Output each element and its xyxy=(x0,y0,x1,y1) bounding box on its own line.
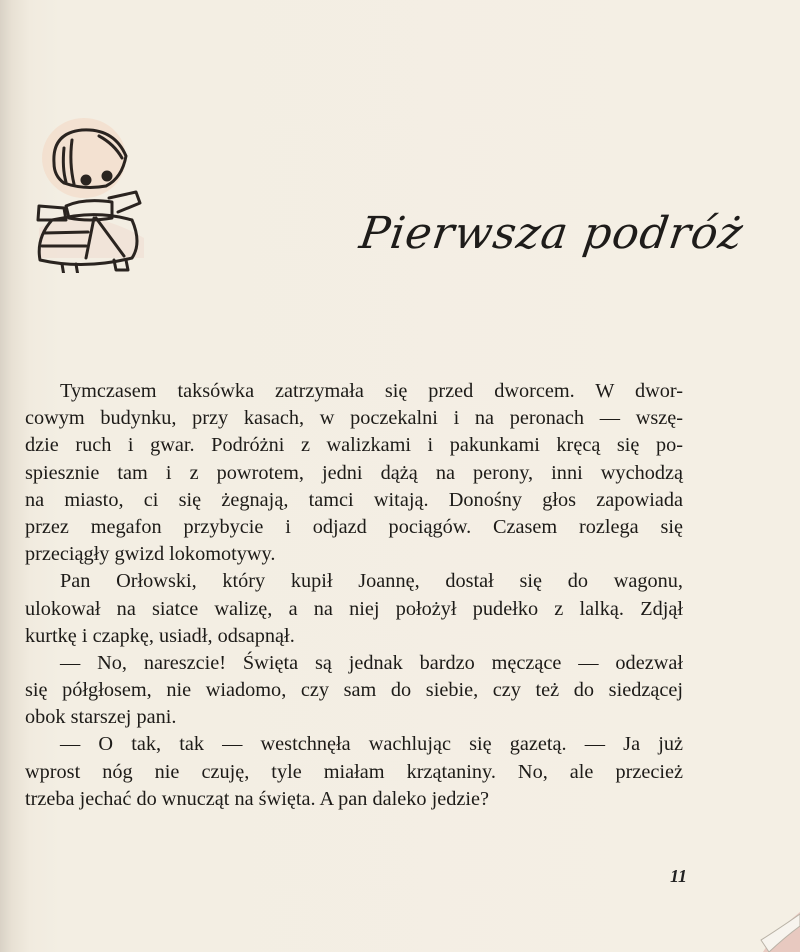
text-line: spiesznie tam i z powrotem, jedni dążą na perony, inni wychodzą xyxy=(25,461,683,484)
text-line: na miasto, ci się żegnają, tamci witają. Donośny głos zapowiada xyxy=(25,488,683,511)
text-line: przeciągły gwizd lokomotywy. xyxy=(25,543,276,566)
text-line: Pan Orłowski, który kupił Joannę, dostał się do wagonu, xyxy=(60,570,683,593)
text-line: trzeba jechać do wnucząt na święta. A pan daleko jedzie? xyxy=(25,787,489,810)
text-line: się półgłosem, nie wiadomo, czy sam do siebie, czy też do siedzącej xyxy=(25,679,683,702)
chapter-title: Pierwsza podróż xyxy=(356,208,747,259)
text-line: kurtkę i czapkę, usiadł, odsapnął. xyxy=(25,624,295,647)
text-line: — O tak, tak — westchnęła wachlując się gazetą. — Ja już xyxy=(60,733,683,756)
text-line: dzie ruch i gwar. Podróżni z walizkami i pakunkami kręcą się po- xyxy=(25,434,683,457)
text-line: wprost nóg nie czuję, tyle miałam krzątaniny. No, ale przecież xyxy=(25,760,683,783)
doll-girl-illustration-icon xyxy=(14,108,164,273)
body-text xyxy=(25,378,683,813)
page-curl-icon xyxy=(755,912,800,952)
page-number: 11 xyxy=(670,866,688,886)
text-line: ulokował na siatce walizę, a na niej położył pudełko z lalką. Zdjął xyxy=(25,597,683,620)
text-line: obok starszej pani. xyxy=(25,706,177,729)
text-line: przez megafon przybycie i odjazd pociągów. Czasem rozlega się xyxy=(25,515,683,538)
text-line: Tymczasem taksówka zatrzymała się przed dworcem. W dwor- xyxy=(60,380,683,402)
text-line: — No, nareszcie! Święta są jednak bardzo męczące — odezwał xyxy=(60,651,683,674)
text-line: cowym budynku, przy kasach, w poczekalni i na peronach — wszę- xyxy=(25,407,683,430)
